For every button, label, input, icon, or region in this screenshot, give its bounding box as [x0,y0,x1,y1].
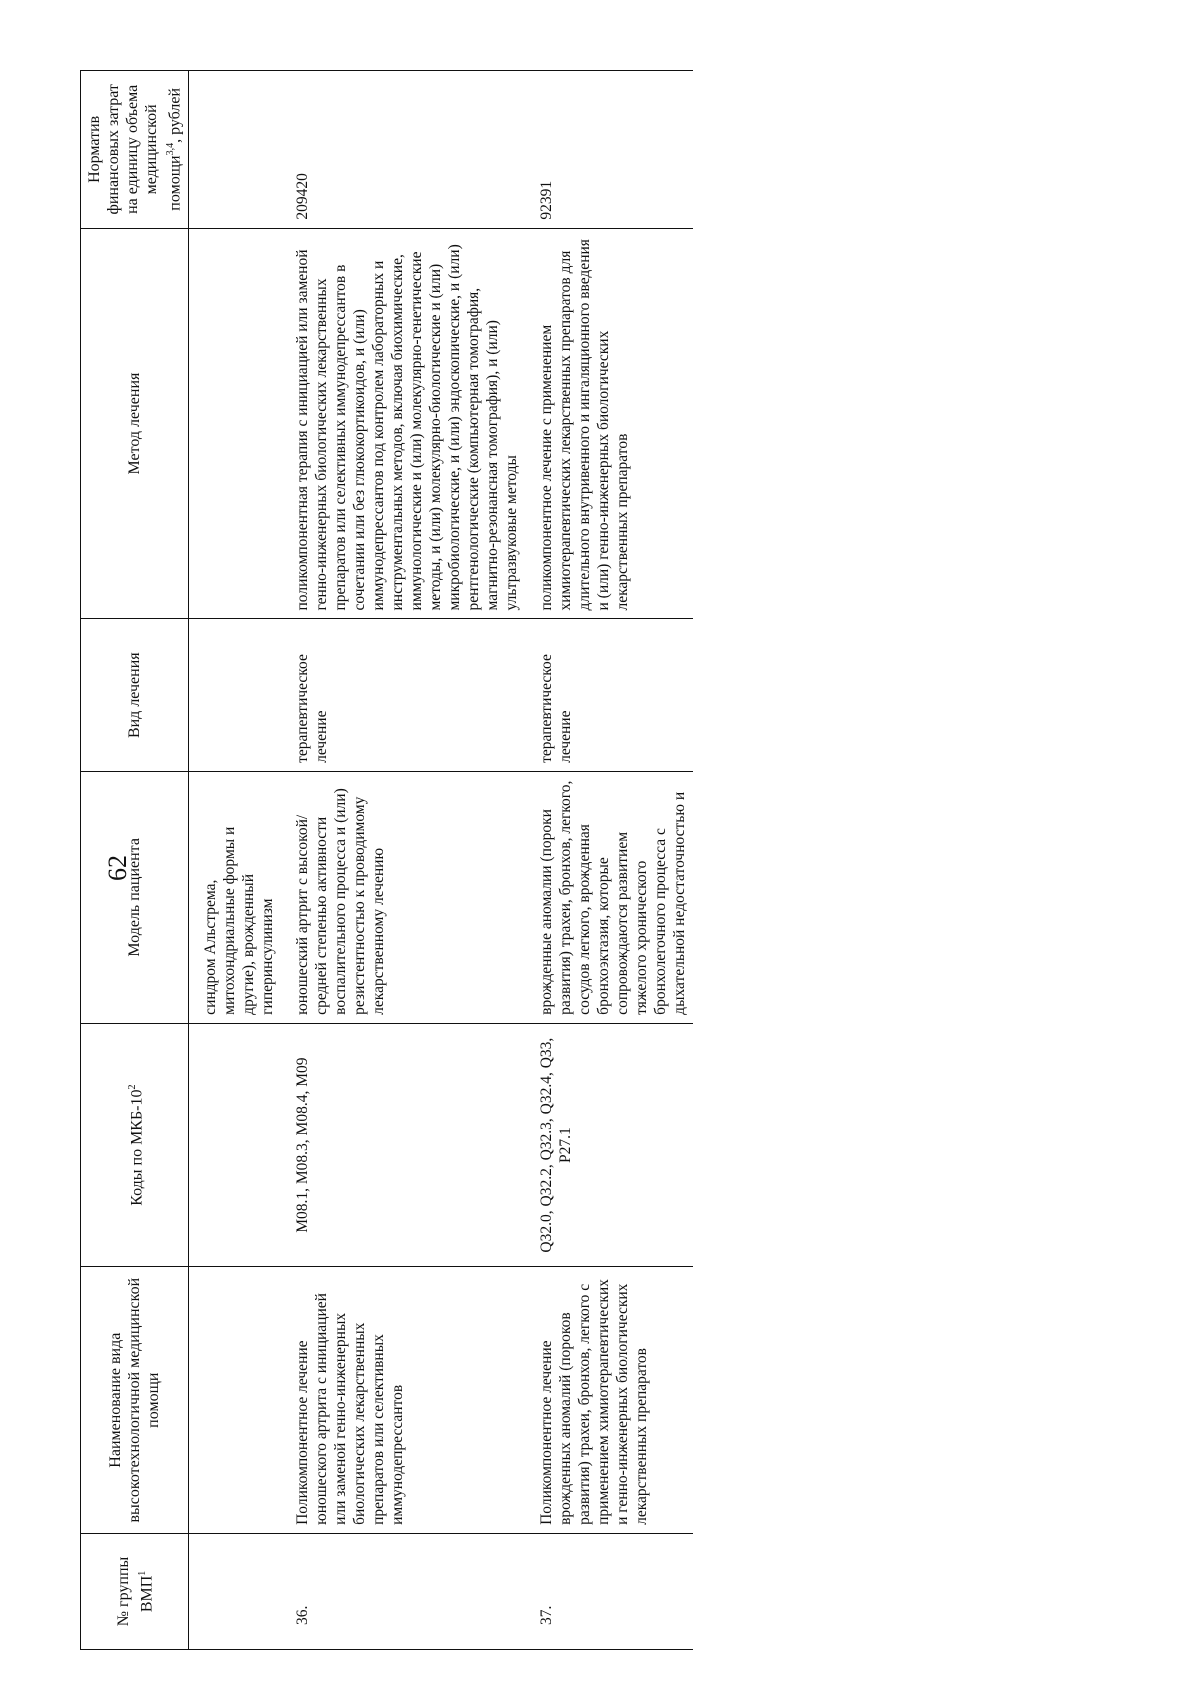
row-number: 37. [525,1533,693,1649]
header-name: Наименование вида высокотехнологичной медицинской помощи [81,1267,189,1533]
page-number: 62 [103,855,132,881]
row-name: Поликомпонентное лечение врожденных аномалий (пороков развития) трахеи, бронхов, легкого с применением химиотерапевтических и генно-инженерных биологических лекарственных препаратов [525,1267,693,1533]
table-row [281,71,525,1650]
header-norm: Норматив финансовых затрат на единицу объема медицинской помощи$^{3,4}$, рублей [81,71,189,229]
header-method: Метод лечения [81,228,189,619]
row-method: поликомпонентная терапия с инициацией или заменой генно-инженерных биологических лекарственных препаратов или селективных иммунодепрессантов в сочетании или без глюкокортикоидов, и (или) иммунодепрессантов под контролем лабораторных и инструментальных методов, включая биохимические, иммунологические и (или) молекулярно-генетические методы, и (или) молекулярно-биологические и (или) микробиологические, и (или) эндоскопические, и (или) рентгенологические (компьютерная томография, магнитно-резонансная томография), и (или) ультразвуковые методы [281,228,525,619]
row-method: поликомпонентное лечение с применением химиотерапевтических лекарственных препаратов для длительного внутривенного и ингаляционного введения и (или) генно-инженерных биологических лекарственных препаратов [525,228,693,619]
row-number [189,1533,282,1649]
row-norm: 92391 [525,71,693,229]
row-kind [189,619,282,771]
header-row [81,71,189,1650]
row-kind: терапевтическое лечение [281,619,525,771]
row-kind: терапевтическое лечение [525,619,693,771]
row-number: 36. [281,1533,525,1649]
row-norm [189,71,282,229]
row-method [189,228,282,619]
rotated-table-wrapper [80,70,1160,1650]
row-codes: Q32.0, Q32.2, Q32.3, Q32.4, Q33, P27.1 [525,1023,693,1267]
header-model: Модель пациента [81,771,189,1023]
row-codes: M08.1, M08.3, M08.4, M09 [281,1023,525,1267]
table-row [189,71,282,1650]
row-model: синдром Альстрема, митохондриальные формы и другие), врожденный гиперинсулинизм [189,771,282,1023]
header-group: № группы ВМП$^1$ [81,1533,189,1649]
table-row [525,71,693,1650]
row-model: врожденные аномалии (пороки развития) трахеи, бронхов, легкого, сосудов легкого, врожденная бронхоэктазия, которые сопровождаются развитием тяжелого хронического бронхолегочного процесса с дыхательной недостаточностью и [525,771,693,1023]
row-model: юношеский артрит с высокой/средней степенью активности воспалительного процесса и (или) резистентностью к проводимому лекарственному лечению [281,771,525,1023]
row-norm: 209420 [281,71,525,229]
header-kind: Вид лечения [81,619,189,771]
header-codes: Коды по МКБ-$10^2$ [81,1023,189,1267]
row-codes [189,1023,282,1267]
vmp-table [80,70,693,1650]
row-name [189,1267,282,1533]
row-name: Поликомпонентное лечение юношеского артрита с инициацией или заменой генно-инженерных биологических лекарственных препаратов или селективных иммунодепрессантов [281,1267,525,1533]
